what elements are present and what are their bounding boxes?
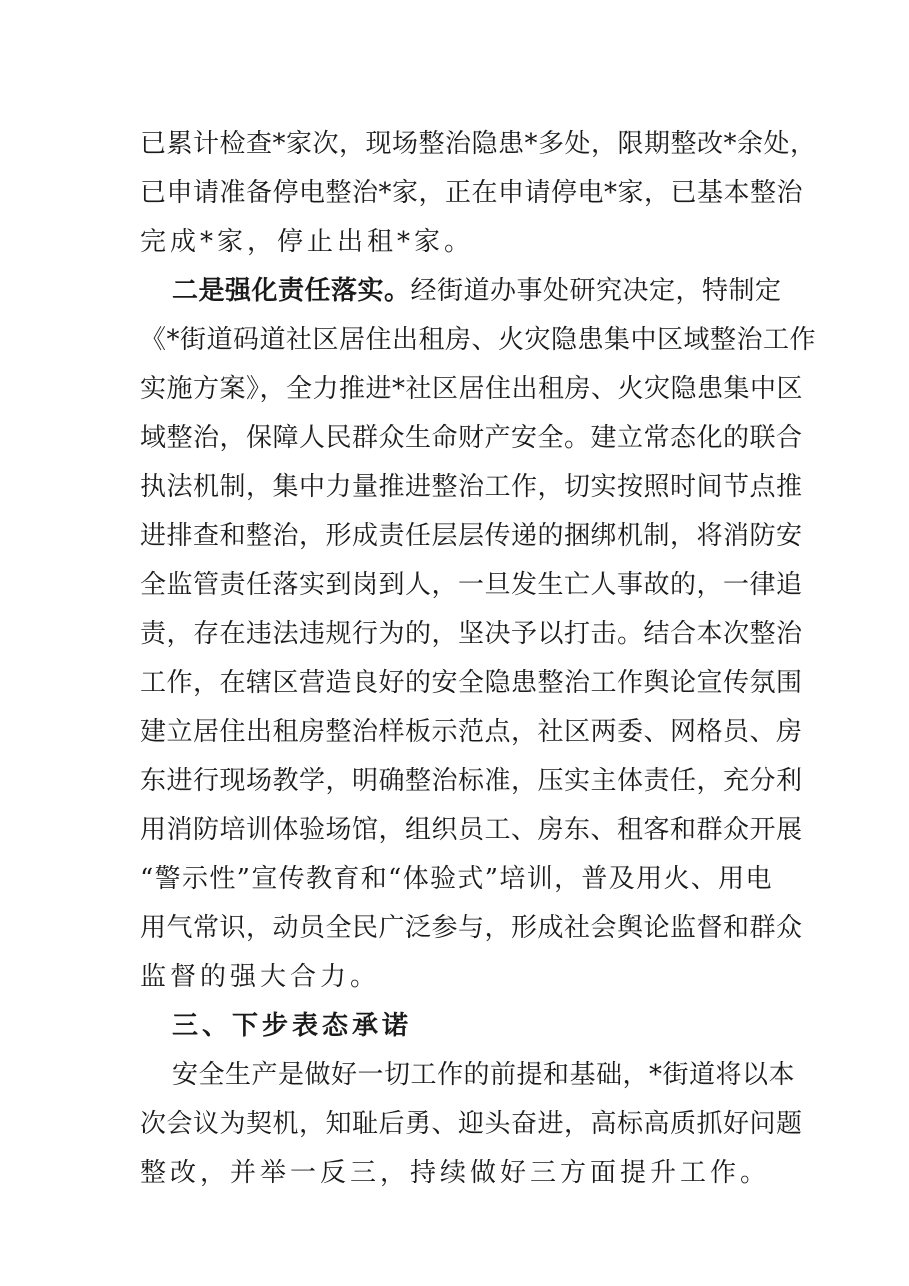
section-heading: 三、下步表态承诺	[172, 1011, 413, 1041]
paragraph-line: 用气常识，动员全民广泛参与，形成社会舆论监督和群众	[140, 913, 803, 943]
paragraph-lead-rest: 经街道办事处研究决定，特制定	[410, 276, 782, 306]
paragraph-line: 责，存在违法违规行为的，坚决予以打击。结合本次整治	[140, 619, 803, 649]
paragraph-line: “警示性”宣传教育和“体验式”培训，普及用火、用电	[140, 864, 772, 894]
paragraph-line: 建立居住出租房整治样板示范点，社区两委、网格员、房	[140, 717, 803, 747]
paragraph-line: 域整治，保障人民群众生命财产安全。建立常态化的联合	[140, 423, 803, 453]
paragraph-line: 用消防培训体验场馆，组织员工、房东、租客和群众开展	[140, 815, 803, 845]
paragraph-line: 次会议为契机，知耻后勇、迎头奋进，高标高质抓好问题	[140, 1109, 803, 1139]
paragraph-first-line	[172, 273, 782, 309]
paragraph-line: 完成*家，停止出租*家。	[140, 227, 475, 257]
paragraph-line: 安全生产是做好一切工作的前提和基础，*街道将以本	[172, 1060, 796, 1090]
paragraph-line: 已申请准备停电整治*家，正在申请停电*家，已基本整治	[140, 178, 804, 208]
paragraph-line: 工作，在辖区营造良好的安全隐患整治工作舆论宣传氛围	[140, 668, 803, 698]
paragraph-line: 实施方案》，全力推进*社区居住出租房、火灾隐患集中区	[140, 374, 804, 404]
paragraph-lead-bold: 二是强化责任落实。	[172, 276, 411, 306]
paragraph-line: 已累计检查*家次，现场整治隐患*多处，限期整改*余处，	[140, 129, 817, 159]
paragraph-line: 《*街道码道社区居住出租房、火灾隐患集中区域整治工作	[140, 325, 817, 355]
paragraph-line: 进排查和整治，形成责任层层传递的捆绑机制，将消防安	[140, 521, 803, 551]
paragraph-line: 全监管责任落实到岗到人，一旦发生亡人事故的，一律追	[140, 570, 803, 600]
paragraph-line: 整改，并举一反三，持续做好三方面提升工作。	[140, 1158, 771, 1188]
paragraph-line: 东进行现场教学，明确整治标准，压实主体责任，充分利	[140, 766, 803, 796]
paragraph-line: 监督的强大合力。	[140, 962, 381, 992]
paragraph-line: 执法机制，集中力量推进整治工作，切实按照时间节点推	[140, 472, 803, 502]
